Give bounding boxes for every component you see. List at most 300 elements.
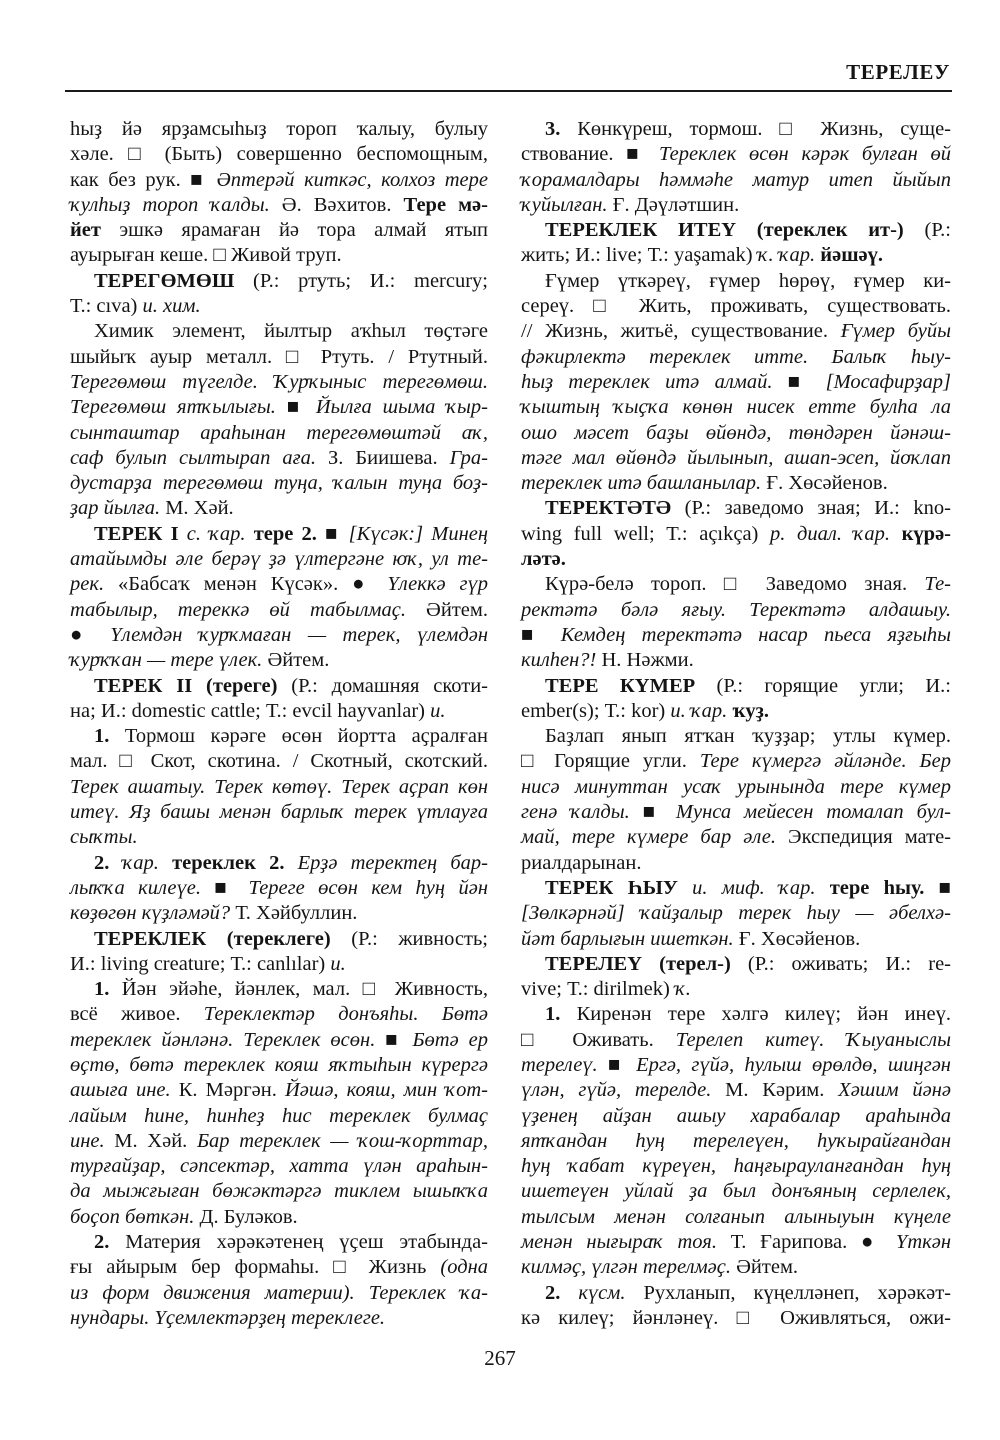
italic-text: Үткән bbox=[895, 1231, 951, 1254]
bold-text: Тере мә- bbox=[403, 193, 488, 216]
bold-text: 2. bbox=[94, 851, 110, 874]
text-line bbox=[521, 1028, 951, 1053]
plain-text: М. Кәрим. bbox=[711, 1079, 839, 1102]
text-line bbox=[70, 800, 488, 825]
italic-text: Тере күмергә әйләнде. Бер bbox=[699, 750, 951, 773]
plain-text: Тормош кәрәге өсөн йортта аҫралған bbox=[109, 725, 488, 748]
italic-text: Гра- bbox=[449, 446, 488, 469]
italic-text: из форм движения материи). Тереклек ҡа- bbox=[70, 1281, 488, 1304]
text-line bbox=[521, 395, 951, 420]
text-line bbox=[70, 218, 488, 243]
entry-paragraph bbox=[70, 977, 488, 1230]
italic-text: тереклек итә башланылар. bbox=[521, 472, 762, 495]
text-line bbox=[521, 1078, 951, 1103]
text-line bbox=[521, 1255, 951, 1280]
italic-text: атайымды әле берәү ҙә үлтергәне юҡ, ул те- bbox=[70, 548, 488, 571]
plain-text bbox=[560, 1282, 578, 1304]
text-line bbox=[521, 1104, 951, 1129]
plain-text: ■ bbox=[629, 801, 676, 824]
italic-text: үлән, гүйә, терелде. bbox=[521, 1079, 712, 1102]
text-line bbox=[70, 243, 488, 268]
text-line bbox=[521, 598, 951, 623]
text-line bbox=[70, 319, 488, 344]
bold-text: ТЕРЕКЛЕК ИТЕҮ (тереклек ит-) bbox=[545, 219, 904, 242]
text-line bbox=[521, 1205, 951, 1230]
italic-text: ҡ. bbox=[674, 978, 691, 1001]
left-column bbox=[70, 117, 488, 1331]
entry-paragraph bbox=[521, 674, 951, 725]
plain-text: ■ bbox=[924, 876, 951, 899]
text-line bbox=[521, 851, 951, 876]
text-line bbox=[70, 876, 488, 901]
plain-text: Әйтем. bbox=[405, 598, 488, 621]
italic-text: һуң ҡабат күреүен, һаңғырауланғандан һуң bbox=[521, 1155, 951, 1178]
text-line bbox=[70, 1002, 488, 1027]
entry-paragraph bbox=[521, 724, 951, 876]
text-line bbox=[521, 117, 951, 142]
italic-text: ректәтә бәлә яғыу. Теректәтә алдашыу. bbox=[521, 598, 951, 621]
text-line bbox=[521, 193, 951, 218]
italic-text: ҡар. bbox=[122, 851, 159, 874]
italic-text: р. диал. ҡар. bbox=[770, 522, 890, 545]
entry-paragraph bbox=[521, 572, 951, 673]
plain-text: Д. Буләков. bbox=[194, 1205, 298, 1228]
plain-text: ■ bbox=[200, 876, 249, 899]
italic-text: нисә минуттан усаҡ урынында тере күмер bbox=[521, 775, 951, 798]
text-line bbox=[70, 1154, 488, 1179]
entry-paragraph bbox=[70, 724, 488, 850]
italic-text: ине. bbox=[70, 1129, 105, 1152]
text-line bbox=[521, 699, 951, 724]
text-line bbox=[521, 547, 951, 572]
plain-text: □ Горящие угли. bbox=[521, 750, 700, 773]
italic-text: генә ҡалды. bbox=[521, 801, 630, 824]
italic-text: турғайҙар, сәпсектәр, хатта үлән араһын- bbox=[70, 1155, 488, 1178]
plain-text: ■ bbox=[375, 1028, 413, 1051]
text-line bbox=[70, 851, 488, 876]
text-line bbox=[70, 1053, 488, 1078]
text-line bbox=[521, 370, 951, 395]
text-line bbox=[521, 952, 951, 977]
italic-text: үҙенең айҙан ашыу харабалар араһында bbox=[521, 1104, 951, 1127]
italic-text: и. bbox=[330, 952, 346, 975]
entry-paragraph bbox=[70, 674, 488, 725]
text-line bbox=[70, 1129, 488, 1154]
text-line bbox=[70, 547, 488, 572]
plain-text: Рухланып, күңелләнеп, хәрәкәт- bbox=[625, 1281, 951, 1304]
italic-text: фәкирлектә тереклек итте. Балыҡ һыу- bbox=[521, 345, 951, 368]
plain-text bbox=[284, 852, 297, 874]
bold-text: ТЕРЕКТӘТӘ bbox=[545, 497, 672, 520]
italic-text: и. ҡар. bbox=[670, 699, 728, 722]
text-line bbox=[521, 243, 951, 268]
text-line bbox=[70, 648, 488, 673]
plain-text bbox=[678, 877, 692, 899]
text-line bbox=[521, 471, 951, 496]
text-line bbox=[521, 1179, 951, 1204]
italic-text: Те- bbox=[924, 573, 951, 596]
italic-text: [Зөлкәрнәй] ҡайҙалыр терек һыу — әбелхә- bbox=[521, 902, 951, 925]
plain-text: ғы айырым бер формаһы. □ Жизнь bbox=[70, 1256, 441, 1279]
text-line bbox=[70, 193, 488, 218]
italic-text: Үлеккә гүр bbox=[387, 573, 488, 596]
italic-text: лыҡҡа килеүе. bbox=[70, 876, 201, 899]
plain-text bbox=[246, 523, 254, 545]
italic-text: тереклек йәнләнә. Тереклек өсөн. bbox=[70, 1028, 376, 1051]
italic-text: [Мосафирҙар] bbox=[825, 370, 951, 393]
plain-text: Йән эйәһе, йәнлек, мал. □ Живность, bbox=[109, 978, 488, 1001]
text-line bbox=[70, 623, 488, 648]
text-line bbox=[521, 1053, 951, 1078]
plain-text: һыҙ йә ярҙамсыһыҙ тороп ҡалыу, булыу bbox=[70, 118, 488, 140]
text-line bbox=[70, 699, 488, 724]
plain-text: как без рук. ■ bbox=[70, 168, 217, 191]
italic-text: Бар тереклек — ҡош-ҡорттар, bbox=[196, 1129, 488, 1152]
plain-text: всё живое. bbox=[70, 1003, 204, 1026]
entry-paragraph bbox=[521, 117, 951, 218]
plain-text: сереү. □ Жить, проживать, существовать. bbox=[521, 295, 951, 318]
plain-text: Көнкүреш, тормош. □ Жизнь, суще- bbox=[560, 118, 951, 140]
plain-text: М. Хәй. bbox=[104, 1129, 197, 1152]
italic-text: табылыр, тереккә өй табылмаҫ. bbox=[70, 598, 406, 621]
plain-text: Баҙлап янып ятҡан ҡуҙҙар; утлы күмер. bbox=[545, 725, 951, 748]
italic-text: ошо мәсет баҙы өйөндә, төндәрен йәнәш- bbox=[521, 421, 951, 444]
italic-text: ашыға ине. bbox=[70, 1079, 171, 1102]
entry-paragraph bbox=[70, 117, 488, 269]
text-line bbox=[521, 572, 951, 597]
text-line bbox=[521, 724, 951, 749]
text-line bbox=[70, 724, 488, 749]
italic-text: Йәшә, кояш, мин ҡот- bbox=[284, 1079, 489, 1102]
italic-text: тәге мал өйөндә йылынып, ашап-эсеп, йоҡлап bbox=[521, 446, 951, 469]
entry-paragraph bbox=[70, 927, 488, 978]
text-line bbox=[521, 749, 951, 774]
text-line bbox=[70, 1078, 488, 1103]
italic-text: ҡ. ҡар. bbox=[757, 244, 816, 267]
entry-paragraph bbox=[70, 851, 488, 927]
italic-text: ятҡандан һуң терелеүен, һуҡырайғандан bbox=[521, 1129, 951, 1152]
bold-text: 1. bbox=[94, 978, 110, 1001]
text-line bbox=[521, 648, 951, 673]
italic-text: Әптерәй киткәс, колхоз тере bbox=[216, 168, 488, 191]
text-line bbox=[521, 927, 951, 952]
text-line bbox=[521, 775, 951, 800]
text-line bbox=[70, 446, 488, 471]
text-line bbox=[70, 522, 488, 547]
plain-text: ■ bbox=[275, 396, 316, 419]
bold-text: 2. bbox=[94, 1231, 110, 1254]
bold-text: тереклек 2. bbox=[172, 851, 285, 874]
plain-text: кә килеү; йәнләнеү. □ Оживляться, ожи- bbox=[521, 1306, 951, 1329]
text-line bbox=[521, 142, 951, 167]
italic-text: Терелеп китеү. Ҡыуаныслы bbox=[675, 1028, 952, 1051]
text-line bbox=[70, 674, 488, 699]
text-line bbox=[521, 623, 951, 648]
plain-text: шыйыҡ ауыр металл. □ Ртуть. / Ртутный. bbox=[70, 345, 488, 368]
italic-text: күсм. bbox=[578, 1281, 626, 1304]
italic-text: Йылға шыма ҡыр- bbox=[315, 396, 488, 419]
bold-text: ҡуҙ. bbox=[732, 699, 769, 722]
plain-text: □ Оживать. bbox=[521, 1028, 676, 1051]
plain-text bbox=[815, 877, 829, 899]
header-rule bbox=[65, 90, 952, 92]
bold-text: 2. bbox=[545, 1281, 561, 1304]
entry-paragraph bbox=[521, 876, 951, 952]
text-line bbox=[521, 1129, 951, 1154]
italic-text: терелеү. bbox=[521, 1053, 598, 1076]
text-line bbox=[70, 1104, 488, 1129]
italic-text: и. миф. ҡар. bbox=[692, 876, 816, 899]
text-line bbox=[70, 1205, 488, 1230]
plain-text: Т. Хәйбуллин. bbox=[230, 902, 358, 925]
text-line bbox=[70, 142, 488, 167]
plain-text: Химик элемент, йылтыр аҡһыл төҫтәге bbox=[94, 320, 488, 343]
text-line bbox=[521, 218, 951, 243]
text-line bbox=[521, 1281, 951, 1306]
text-line bbox=[70, 1230, 488, 1255]
italic-text: Ерҙә теректең бар- bbox=[297, 851, 488, 874]
plain-text: на; И.: domestic cattle; Т.: evcil hayvanlar) bbox=[70, 699, 431, 722]
running-head: ТЕРЕЛЕУ bbox=[846, 60, 950, 84]
italic-text: Хәшим йәнә bbox=[838, 1079, 951, 1102]
plain-text: (Р.: bbox=[903, 219, 951, 242]
text-line bbox=[70, 496, 488, 521]
bold-text: күрә- bbox=[901, 522, 952, 545]
plain-text: риалдарынан. bbox=[521, 851, 642, 874]
text-line bbox=[70, 395, 488, 420]
italic-text: Кемдең теректәтә насар пьеса яҙғыһы bbox=[560, 623, 951, 646]
plain-text: К. Мәргән. bbox=[170, 1079, 285, 1102]
plain-text: мал. □ Скот, скотина. / Скотный, скотский. bbox=[70, 750, 488, 773]
plain-text: ■ bbox=[772, 370, 826, 393]
italic-text: дустарҙа терегөмөш туңа, ҡалын туңа боҙ- bbox=[70, 472, 488, 495]
plain-text: ■ bbox=[316, 522, 349, 545]
italic-text: килһен?! bbox=[521, 649, 597, 672]
bold-text: ТЕРЕК ҺЫУ bbox=[545, 876, 678, 899]
bold-text: ТЕРЕК I bbox=[94, 522, 179, 545]
italic-text: Терек ашатыу. Терек көтөү. Терек аҫрап көн bbox=[70, 775, 488, 798]
italic-text: Ғүмер буйы bbox=[840, 320, 951, 343]
plain-text: Т.: cıva) bbox=[70, 295, 143, 318]
text-line bbox=[70, 345, 488, 370]
plain-text: wing full well; Т.: açıkça) bbox=[521, 522, 771, 545]
bold-text: йәшәү. bbox=[820, 244, 883, 267]
text-line bbox=[521, 522, 951, 547]
bold-text: ләтә. bbox=[521, 548, 566, 571]
italic-text: ҡуйылған. bbox=[521, 193, 608, 216]
plain-text: Ғ. Хөсәйенов. bbox=[761, 472, 888, 495]
plain-text: Ә. Вәхитов. bbox=[269, 193, 404, 216]
text-line bbox=[70, 269, 488, 294]
page-number: 267 bbox=[484, 1346, 516, 1370]
text-line bbox=[521, 901, 951, 926]
text-line bbox=[70, 168, 488, 193]
entry-paragraph bbox=[521, 952, 951, 1003]
plain-text: ● bbox=[70, 623, 111, 646]
bold-text: 1. bbox=[94, 725, 110, 748]
text-line bbox=[70, 1281, 488, 1306]
plain-text: М. Хәй. bbox=[160, 497, 234, 520]
plain-text bbox=[159, 852, 172, 874]
plain-text: (Р.: оживать; И.: re- bbox=[730, 952, 951, 975]
entry-paragraph bbox=[70, 1230, 488, 1331]
text-line bbox=[521, 269, 951, 294]
italic-text: Мунса мейесен томалап бул- bbox=[675, 801, 951, 824]
plain-text: эшкә ярамаған йә тора алмай ятып bbox=[100, 219, 488, 242]
plain-text bbox=[109, 852, 122, 874]
italic-text: һыҙ тереклек итә алмай. bbox=[521, 370, 773, 393]
text-line bbox=[70, 1179, 488, 1204]
italic-text: Бөтә ер bbox=[412, 1028, 488, 1051]
bold-text: ТЕРЕКЛЕК (тереклеге) bbox=[94, 927, 331, 950]
text-line bbox=[521, 1002, 951, 1027]
bold-text: ТЕРЕ КҮМЕР bbox=[545, 674, 696, 697]
text-line bbox=[521, 168, 951, 193]
text-line bbox=[521, 446, 951, 471]
text-line bbox=[521, 496, 951, 521]
plain-text: ауырыған кеше. □ Живой труп. bbox=[70, 244, 342, 267]
text-line bbox=[521, 421, 951, 446]
text-line bbox=[70, 294, 488, 319]
bold-text: йет bbox=[70, 219, 101, 242]
italic-text: ҡулһыҙ тороп ҡалды. bbox=[70, 193, 270, 216]
italic-text: боҫоп бөткән. bbox=[70, 1205, 195, 1228]
bold-text: тере 2. bbox=[253, 522, 317, 545]
text-line bbox=[70, 901, 488, 926]
italic-text: Терегөмөш ятҡылығы. bbox=[70, 396, 276, 419]
entry-paragraph bbox=[70, 319, 488, 521]
plain-text: Н. Нәжми. bbox=[596, 649, 694, 672]
text-line bbox=[70, 825, 488, 850]
plain-text: ■ bbox=[597, 1053, 637, 1076]
bold-text: тере һыу. bbox=[829, 876, 925, 899]
italic-text: килмәҫ, үлгән терелмәҫ. bbox=[521, 1256, 731, 1279]
italic-text: Тереклек өсөн кәрәк булған өй bbox=[658, 143, 951, 166]
italic-text: ҡорамалдары һәммәһе матур итеп йыйып bbox=[521, 168, 951, 191]
italic-text: май, тере күмере бар әле. bbox=[521, 826, 777, 849]
italic-text: сынташтар араһынан терегөмөштәй аҡ, bbox=[70, 421, 488, 444]
italic-text: с. ҡар. bbox=[186, 522, 246, 545]
text-line bbox=[521, 800, 951, 825]
plain-text: // Жизнь, житьё, существование. bbox=[521, 320, 841, 343]
italic-text: ҡурҡҡан — тере үлек. bbox=[70, 649, 263, 672]
text-line bbox=[70, 927, 488, 952]
plain-text: Материя хәрәкәтенең үҫеш этабында- bbox=[109, 1231, 488, 1254]
italic-text: [Күсәк:] Минең bbox=[348, 522, 489, 545]
text-line bbox=[521, 294, 951, 319]
text-line bbox=[70, 421, 488, 446]
italic-text: өҫтө, бөтә тереклек кояш яҡтыһын күрергә bbox=[70, 1053, 488, 1076]
entry-paragraph bbox=[521, 1281, 951, 1332]
plain-text: Әйтем. bbox=[730, 1256, 799, 1279]
plain-text: (Р.: горящие угли; И.: bbox=[695, 674, 951, 697]
italic-text: да мыжғыған бөжәктәргә тиклем ышыҡҡа bbox=[70, 1180, 488, 1203]
italic-text: тылсым менән солғанып алыныуын күңеле bbox=[521, 1205, 951, 1228]
italic-text: (одна bbox=[440, 1256, 488, 1279]
text-line bbox=[70, 471, 488, 496]
plain-text: ember(s); Т.: kor) bbox=[521, 699, 671, 722]
italic-text: менән нығыраҡ тоя. bbox=[521, 1231, 717, 1254]
text-line bbox=[70, 1255, 488, 1280]
plain-text: Ғ. Хөсәйенов. bbox=[733, 927, 861, 950]
text-line bbox=[521, 345, 951, 370]
plain-text: Әйтем. bbox=[262, 649, 330, 672]
plain-text: З. Биишева. bbox=[315, 446, 450, 469]
plain-text: Экспедиция мате- bbox=[776, 826, 951, 849]
entry-paragraph bbox=[521, 269, 951, 497]
plain-text: (Р.: живность; bbox=[330, 927, 488, 950]
text-line bbox=[70, 952, 488, 977]
plain-text: (Р.: домашняя скоти- bbox=[277, 674, 488, 697]
italic-text: көҙөгөн күҙләмәй? bbox=[70, 902, 231, 925]
italic-text: лайым һине, һинһеҙ һис тереклек булмаҫ bbox=[70, 1104, 488, 1127]
text-line bbox=[521, 977, 951, 1002]
italic-text: Үлемдән ҡурҡмаған — терек, үлемдән bbox=[110, 623, 488, 646]
entry-paragraph bbox=[70, 522, 488, 674]
text-line bbox=[70, 775, 488, 800]
plain-text: Күрә-белә тороп. □ Заведомо зная. bbox=[545, 573, 925, 596]
italic-text: ҙар йылға. bbox=[70, 497, 161, 520]
text-line bbox=[521, 319, 951, 344]
bold-text: 1. bbox=[545, 1003, 561, 1026]
text-line bbox=[70, 977, 488, 1002]
text-line bbox=[70, 1028, 488, 1053]
plain-text: жить; И.: live; Т.: yaşamak) bbox=[521, 244, 758, 267]
italic-text: Тереклектәр донъяһы. Бөтә bbox=[203, 1003, 488, 1026]
text-line bbox=[70, 572, 488, 597]
bold-text: 3. bbox=[545, 118, 561, 140]
text-line bbox=[521, 825, 951, 850]
plain-text: Т. Ғарипова. ● bbox=[716, 1231, 896, 1254]
plain-text: хәле. □ (Быть) совершенно беспомощным, bbox=[70, 143, 488, 166]
italic-text: итеү. Яҙ башы менән барлыҡ терек үтлауға bbox=[70, 801, 488, 824]
text-line bbox=[70, 598, 488, 623]
text-line bbox=[70, 1306, 488, 1331]
text-line bbox=[521, 674, 951, 699]
text-line bbox=[70, 370, 488, 395]
plain-text bbox=[179, 523, 187, 545]
bold-text: ТЕРЕЛЕҮ (терел-) bbox=[545, 952, 731, 975]
text-line bbox=[521, 1154, 951, 1179]
plain-text: ■ bbox=[521, 623, 561, 646]
bold-text: ТЕРЕК II (тереге) bbox=[94, 674, 278, 697]
italic-text: сыҡты. bbox=[70, 826, 138, 849]
plain-text: «Бабсаҡ менән Күсәк». ● bbox=[104, 573, 388, 596]
italic-text: Терегөмөш түгелде. Ҡурҡыныс терегөмөш. bbox=[70, 370, 488, 393]
plain-text: ствование. ■ bbox=[521, 143, 659, 166]
plain-text: (Р.: ртуть; И.: mercury; bbox=[234, 269, 488, 292]
italic-text: саф булып сылтырап аға. bbox=[70, 446, 316, 469]
italic-text: и. bbox=[430, 699, 446, 722]
text-line bbox=[70, 117, 488, 142]
italic-text: ишетеүен уйлай ҙа был донъяның серлелек, bbox=[521, 1180, 951, 1203]
italic-text: рек. bbox=[70, 573, 105, 596]
plain-text: (Р.: заведомо зная; И.: kno- bbox=[671, 497, 951, 520]
entry-paragraph bbox=[70, 269, 488, 320]
plain-text: Киренән тере хәлгә килеү; йән инеү. bbox=[560, 1003, 951, 1026]
entry-paragraph bbox=[521, 1002, 951, 1280]
plain-text bbox=[890, 523, 902, 545]
italic-text: Тереге өсөн кем һуң йән bbox=[248, 876, 488, 899]
plain-text: vive; Т.: dirilmek) bbox=[521, 978, 675, 1001]
right-column bbox=[521, 117, 951, 1331]
entry-paragraph bbox=[521, 218, 951, 269]
italic-text: ҡыштың ҡыҫҡа көнөн нисек етте булһа ла bbox=[521, 396, 951, 419]
bold-text: ТЕРЕГӨМӨШ bbox=[94, 269, 235, 292]
text-line bbox=[70, 749, 488, 774]
italic-text: и. хим. bbox=[142, 295, 201, 318]
text-line bbox=[521, 1306, 951, 1331]
